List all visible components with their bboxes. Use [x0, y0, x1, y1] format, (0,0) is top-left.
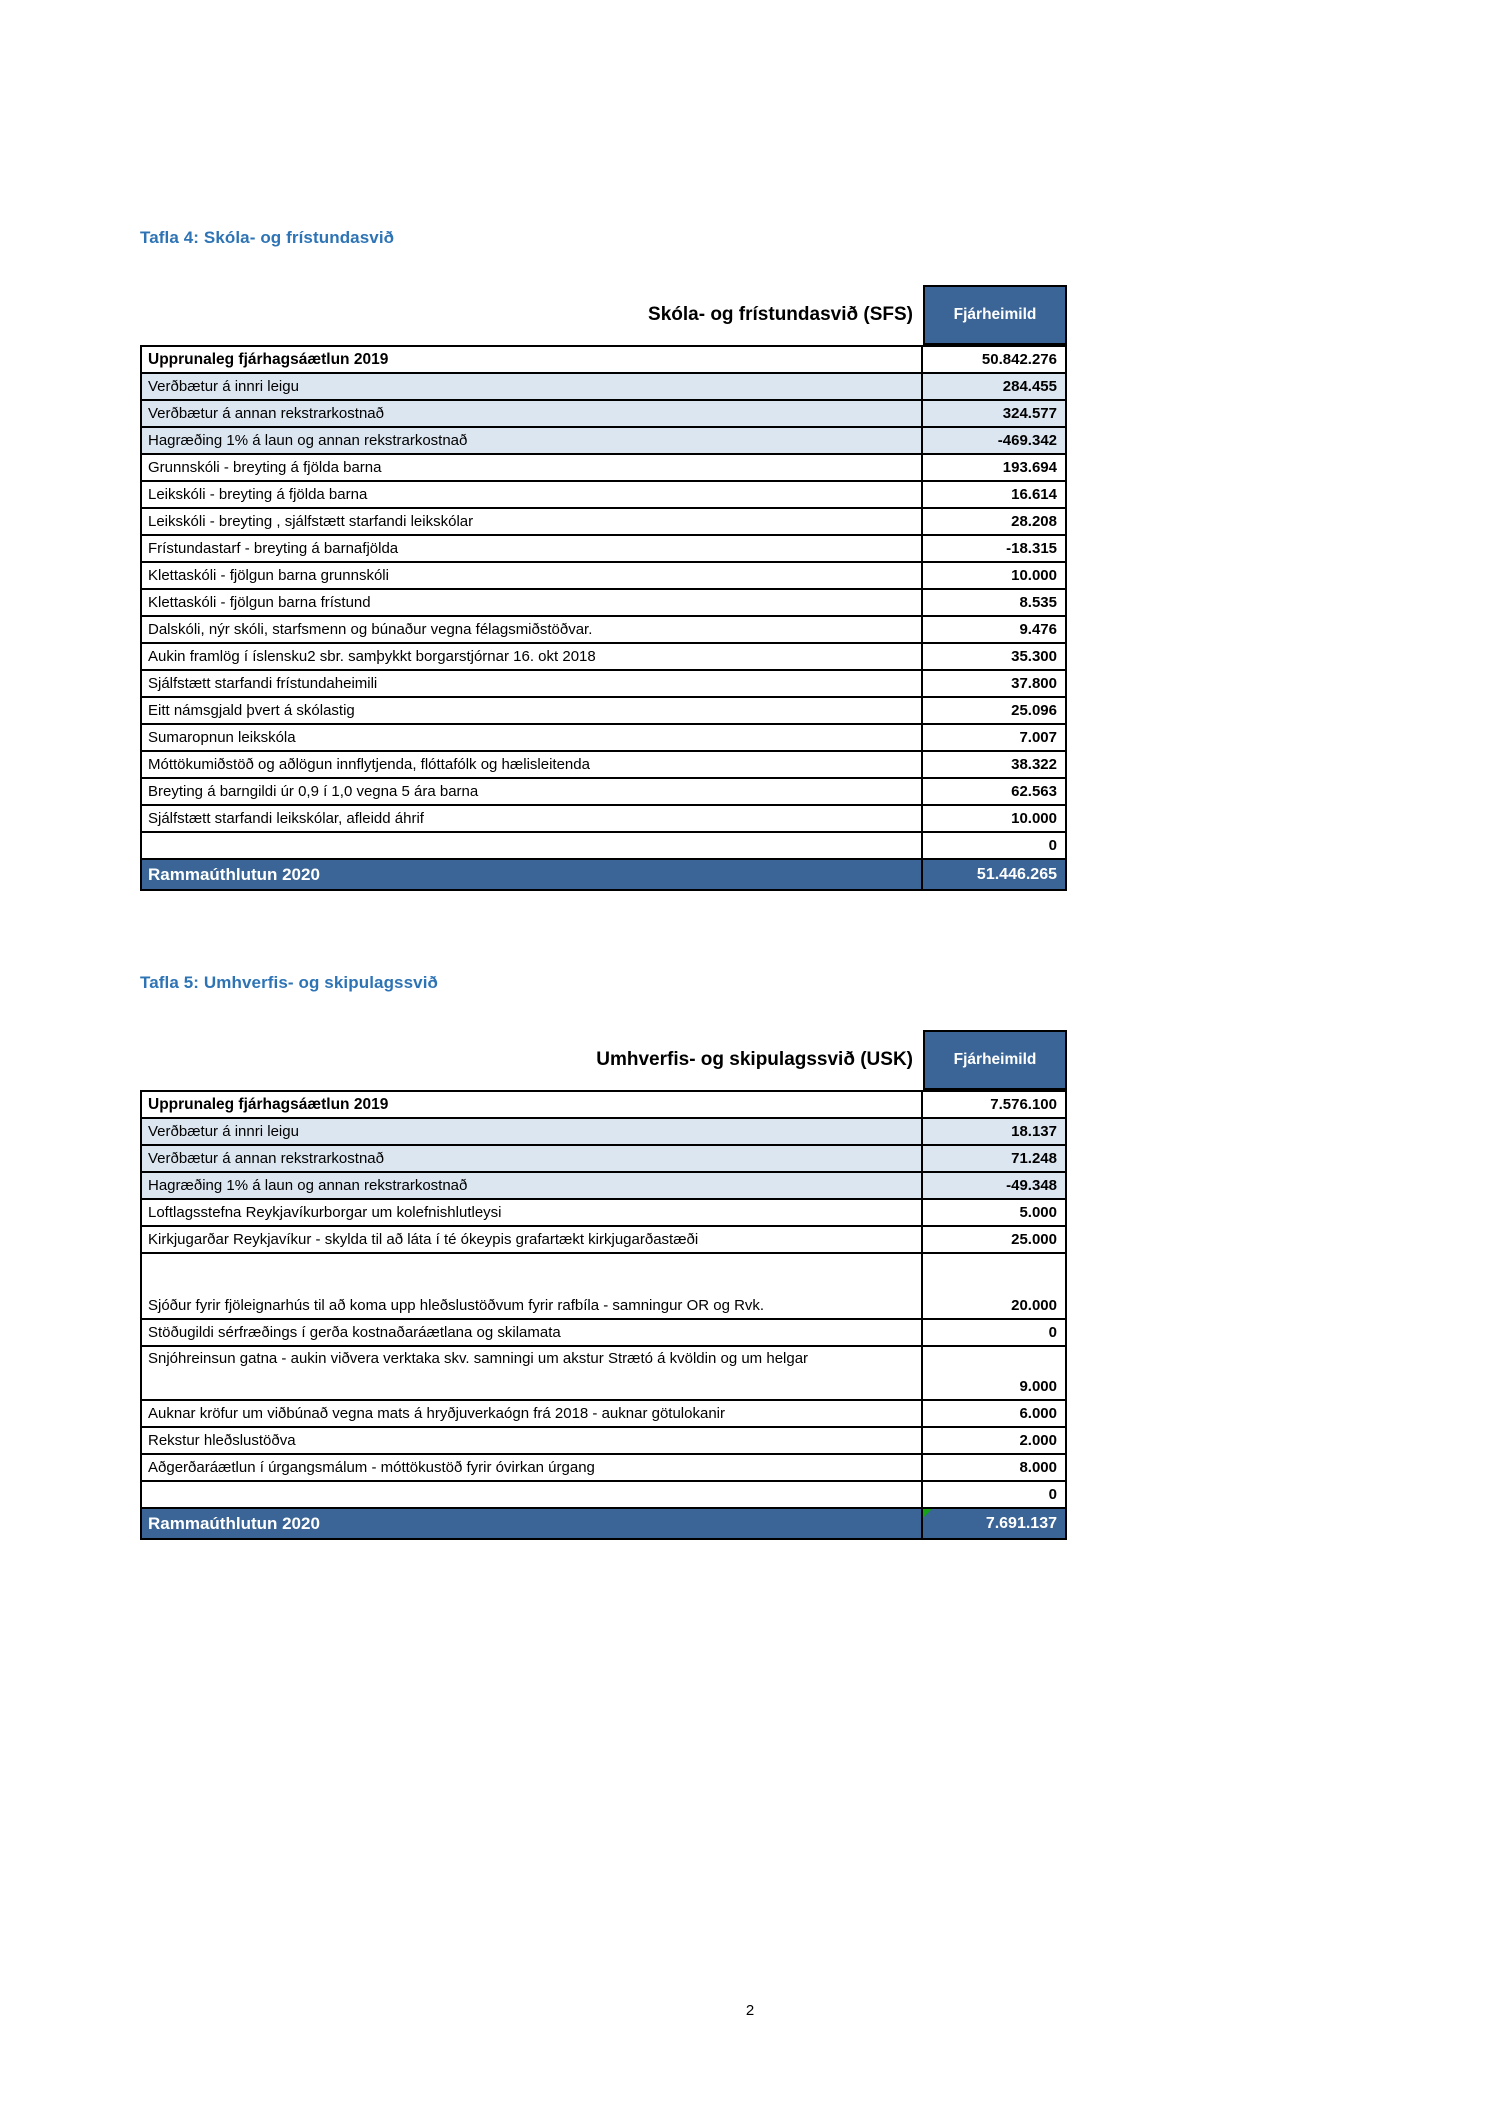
table-row [142, 1119, 1065, 1146]
table-row [142, 725, 1065, 752]
table-row [142, 374, 1065, 401]
row-label: Aðgerðaráætlun í úrgangsmálum - móttökustöð fyrir óvirkan úrgang [142, 1455, 923, 1480]
row-value-text: 25.096 [1011, 702, 1057, 719]
row-value-text: 284.455 [1002, 378, 1057, 395]
row-value-text: 51.446.265 [976, 865, 1057, 883]
table-row [142, 1254, 1065, 1320]
row-label: Sjóður fyrir fjöleignarhús til að koma upp hleðslustöðvum fyrir rafbíla - samningur OR og Rvk. [142, 1254, 923, 1318]
row-value [923, 671, 1065, 696]
row-value-text: -469.342 [997, 432, 1057, 449]
row-value [923, 374, 1065, 399]
row-label: Snjóhreinsun gatna - aukin viðvera verktaka skv. samningi um akstur Strætó á kvöldin og um helgar [142, 1347, 923, 1399]
row-value [923, 644, 1065, 669]
row-label: Sumaropnun leikskóla [142, 725, 923, 750]
row-value-text: 10.000 [1011, 567, 1057, 584]
row-value [923, 1254, 1065, 1318]
row-value [923, 455, 1065, 480]
row-label: Breyting á barngildi úr 0,9 í 1,0 vegna 5 ára barna [142, 779, 923, 804]
row-value [923, 806, 1065, 831]
table-row [142, 1482, 1065, 1509]
row-value [923, 1146, 1065, 1171]
row-value-text: 5.000 [1019, 1204, 1057, 1221]
table-5-header-label: Umhverfis- og skipulagssvið (USK) [596, 1049, 913, 1070]
table-row [142, 455, 1065, 482]
row-value [923, 1092, 1065, 1117]
table-row [142, 401, 1065, 428]
row-value [923, 698, 1065, 723]
table-4 [140, 285, 1067, 891]
table-row [142, 428, 1065, 455]
row-label: Kirkjugarðar Reykjavíkur - skylda til að láta í té ókeypis grafartækt kirkjugarðastæði [142, 1227, 923, 1252]
row-label: Stöðugildi sérfræðings í gerða kostnaðaráætlana og skilamata [142, 1320, 923, 1345]
row-label [142, 833, 923, 858]
row-value [923, 860, 1065, 889]
row-label: Dalskóli, nýr skóli, starfsmenn og búnaður vegna félagsmiðstöðvar. [142, 617, 923, 642]
row-value-text: 35.300 [1011, 648, 1057, 665]
table-row [142, 1455, 1065, 1482]
table-4-header-label: Skóla- og frístundasvið (SFS) [648, 304, 913, 325]
table-4-body [140, 345, 1067, 891]
table-5-body [140, 1090, 1067, 1540]
row-label: Klettaskóli - fjölgun barna frístund [142, 590, 923, 615]
table-5-fjarheimild-header: Fjárheimild [923, 1030, 1067, 1090]
table-5-caption: Tafla 5: Umhverfis- og skipulagssvið [140, 973, 439, 992]
table-row [142, 833, 1065, 860]
row-label: Hagræðing 1% á laun og annan rekstrarkostnað [142, 428, 923, 453]
row-label: Grunnskóli - breyting á fjölda barna [142, 455, 923, 480]
row-value-text: -49.348 [1006, 1177, 1057, 1194]
row-value [923, 1320, 1065, 1345]
page-number: 2 [745, 2002, 755, 2019]
row-value-text: 7.007 [1019, 729, 1057, 746]
table-5-header [140, 1030, 1067, 1090]
row-label: Rammaúthlutun 2020 [142, 1509, 923, 1538]
table-row [142, 563, 1065, 590]
row-value [923, 725, 1065, 750]
row-value-text: 7.576.100 [990, 1096, 1057, 1113]
row-value-text: 62.563 [1011, 783, 1057, 800]
row-value [923, 482, 1065, 507]
row-label: Klettaskóli - fjölgun barna grunnskóli [142, 563, 923, 588]
row-label: Verðbætur á annan rekstrarkostnað [142, 401, 923, 426]
row-value [923, 1428, 1065, 1453]
row-value-text: 71.248 [1011, 1150, 1057, 1167]
row-label: Upprunaleg fjárhagsáætlun 2019 [142, 1092, 923, 1117]
table-4-caption: Tafla 4: Skóla- og frístundasvið [140, 228, 395, 247]
row-value [923, 1401, 1065, 1426]
row-label: Rekstur hleðslustöðva [142, 1428, 923, 1453]
row-value-text: 8.000 [1019, 1459, 1057, 1476]
row-value [923, 617, 1065, 642]
row-value-text: -18.315 [1006, 540, 1057, 557]
cell-error-flag-icon [923, 1509, 932, 1518]
row-label: Verðbætur á innri leigu [142, 1119, 923, 1144]
row-value [923, 1227, 1065, 1252]
row-value-text: 38.322 [1011, 756, 1057, 773]
row-value-text: 10.000 [1011, 810, 1057, 827]
row-value [923, 428, 1065, 453]
row-value-text: 193.694 [1002, 459, 1057, 476]
row-value [923, 347, 1065, 372]
row-value [923, 1200, 1065, 1225]
row-value-text: 25.000 [1011, 1231, 1057, 1248]
row-value [923, 401, 1065, 426]
table-row [142, 509, 1065, 536]
row-label: Leikskóli - breyting á fjölda barna [142, 482, 923, 507]
table-row [142, 347, 1065, 374]
row-value-text: 0 [1048, 1486, 1057, 1503]
row-value [923, 563, 1065, 588]
table-4-fjarheimild-header: Fjárheimild [923, 285, 1067, 345]
table-row [142, 1428, 1065, 1455]
row-value [923, 590, 1065, 615]
table-row [142, 806, 1065, 833]
total-row [142, 1509, 1065, 1538]
row-label [142, 1482, 923, 1507]
row-value-text: 2.000 [1019, 1432, 1057, 1449]
row-value [923, 1173, 1065, 1198]
table-row [142, 671, 1065, 698]
row-value [923, 1482, 1065, 1507]
row-label: Rammaúthlutun 2020 [142, 860, 923, 889]
row-label: Aukin framlög í íslensku2 sbr. samþykkt borgarstjórnar 16. okt 2018 [142, 644, 923, 669]
table-row [142, 1320, 1065, 1347]
table-row [142, 617, 1065, 644]
table-row [142, 1200, 1065, 1227]
table-4-header [140, 285, 1067, 345]
table-row [142, 482, 1065, 509]
row-value-text: 28.208 [1011, 513, 1057, 530]
row-label: Verðbætur á innri leigu [142, 374, 923, 399]
row-label: Sjálfstætt starfandi frístundaheimili [142, 671, 923, 696]
row-value-text: 0 [1048, 1324, 1057, 1341]
table-row [142, 1347, 1065, 1401]
row-value-text: 7.691.137 [985, 1514, 1057, 1532]
table-row [142, 1227, 1065, 1254]
row-value [923, 1455, 1065, 1480]
row-value-text: 50.842.276 [981, 351, 1057, 368]
row-value [923, 779, 1065, 804]
row-label: Loftlagsstefna Reykjavíkurborgar um kolefnishlutleysi [142, 1200, 923, 1225]
table-row [142, 1146, 1065, 1173]
row-label: Móttökumiðstöð og aðlögun innflytjenda, flóttafólk og hælisleitenda [142, 752, 923, 777]
row-value-text: 37.800 [1011, 675, 1057, 692]
table-row [142, 779, 1065, 806]
table-row [142, 1401, 1065, 1428]
row-value-text: 16.614 [1011, 486, 1057, 503]
row-label: Upprunaleg fjárhagsáætlun 2019 [142, 347, 923, 372]
row-value [923, 509, 1065, 534]
row-value-text: 8.535 [1019, 594, 1057, 611]
row-label: Auknar kröfur um viðbúnað vegna mats á hryðjuverkaógn frá 2018 - auknar götulokanir [142, 1401, 923, 1426]
table-row [142, 590, 1065, 617]
table-row [142, 752, 1065, 779]
row-value [923, 752, 1065, 777]
row-value [923, 1119, 1065, 1144]
row-value [923, 536, 1065, 561]
row-label: Verðbætur á annan rekstrarkostnað [142, 1146, 923, 1171]
table-row [142, 1173, 1065, 1200]
row-value-text: 324.577 [1002, 405, 1057, 422]
row-value-text: 9.000 [1019, 1378, 1057, 1395]
row-label: Leikskóli - breyting , sjálfstætt starfandi leikskólar [142, 509, 923, 534]
row-value-text: 6.000 [1019, 1405, 1057, 1422]
table-row [142, 536, 1065, 563]
table-row [142, 1092, 1065, 1119]
row-value-text: 9.476 [1019, 621, 1057, 638]
row-value [923, 1509, 1065, 1538]
row-value [923, 1347, 1065, 1399]
row-label: Eitt námsgjald þvert á skólastig [142, 698, 923, 723]
row-value-text: 0 [1048, 837, 1057, 854]
row-value [923, 833, 1065, 858]
row-label: Hagræðing 1% á laun og annan rekstrarkostnað [142, 1173, 923, 1198]
total-row [142, 860, 1065, 889]
row-value-text: 20.000 [1011, 1297, 1057, 1314]
table-row [142, 644, 1065, 671]
row-label: Frístundastarf - breyting á barnafjölda [142, 536, 923, 561]
row-label: Sjálfstætt starfandi leikskólar, afleidd áhrif [142, 806, 923, 831]
row-value-text: 18.137 [1011, 1123, 1057, 1140]
table-5 [140, 1030, 1067, 1540]
table-row [142, 698, 1065, 725]
